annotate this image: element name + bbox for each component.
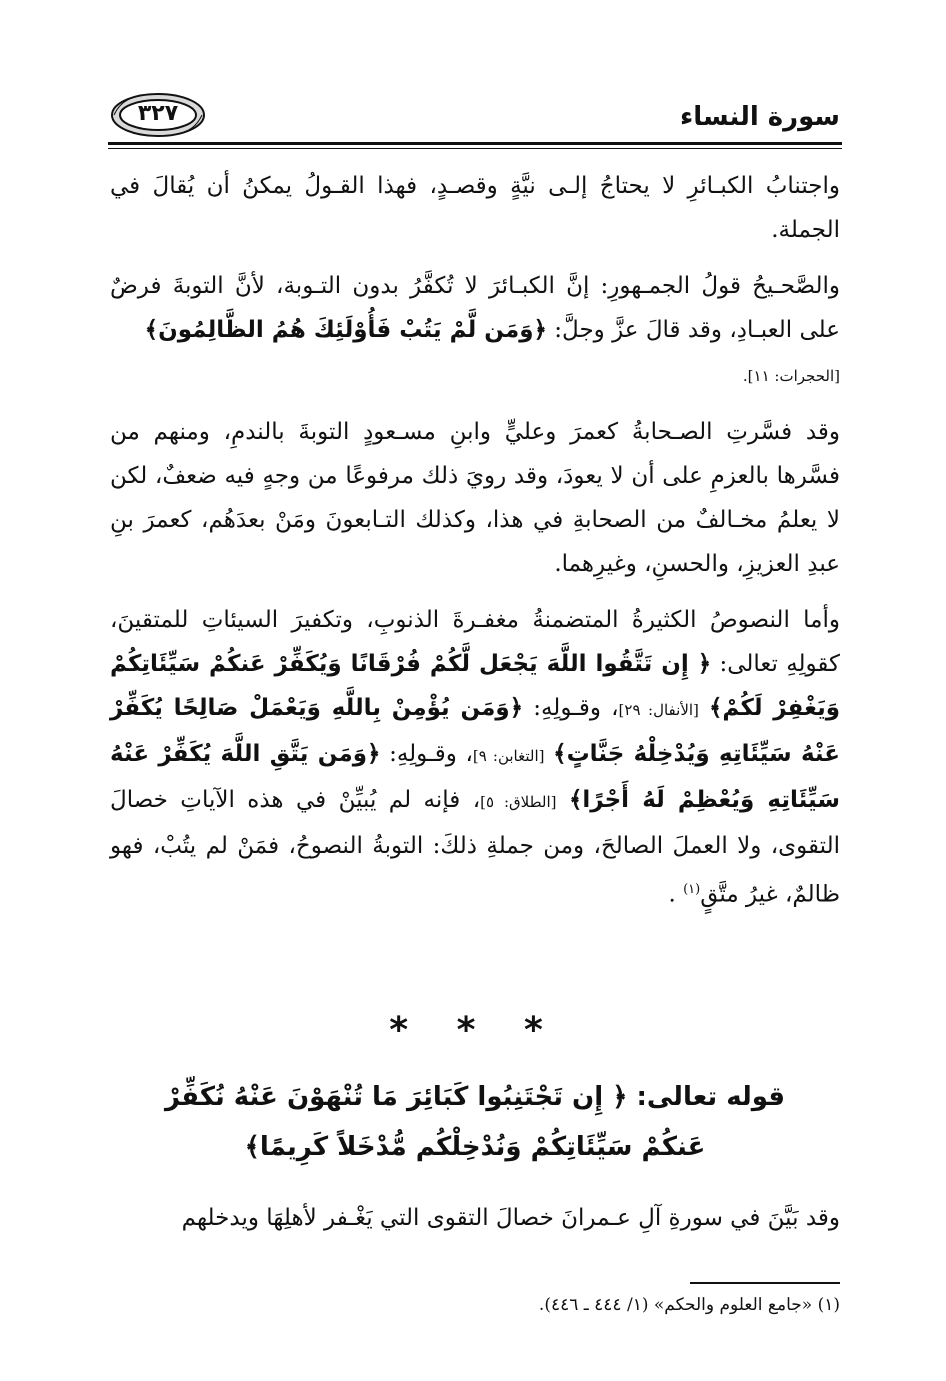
paragraph-text: ، فإنه لم يُبيِّنْ في هذه الآياتِ خصالَ التقوى، ولا العملَ الصالحَ، ومن جملةِ ذلكَ: التوبةُ النصوحُ، فمَنْ لم يتُبْ، فهو ظالمٌ، غيرُ متَّقٍ: [110, 787, 840, 908]
verse-reference: [الطلاق: ٥]: [480, 793, 557, 811]
header-rule-thin: [108, 148, 842, 149]
body-text: [110, 164, 840, 917]
paragraph-5: وقد بَيَّنَ في سورةِ آلِ عـمرانَ خصالَ التقوى التي يَغْـفر لأهلِهَا ويدخلهم: [181, 1205, 840, 1231]
surah-title: سورة النساء: [679, 102, 840, 132]
verse-reference: [التغابن: ٩]: [472, 747, 545, 765]
paragraph-text: .: [668, 881, 684, 908]
header-rule-thick: [108, 142, 842, 145]
footnote: (١) «جامع العلوم والحكم» (١/ ٤٤٤ ـ ٤٤٦).: [538, 1295, 840, 1315]
paragraph-text: وأما النصوصُ الكثيرةُ المتضمنةُ مغفـرةَ الذنوبِ، وتكفيرَ السيئاتِ للمتقينَ، كقولِهِ تعالى:: [110, 607, 840, 677]
verse-reference: [الحجرات: ١١].: [742, 367, 840, 385]
paragraph-text: ، وقـولِهِ:: [523, 695, 619, 721]
quran-verse: ﴿وَمَن لَّمْ يَتُبْ فَأُوْلَئِكَ هُمُ الظَّالِمُونَ﴾: [144, 317, 547, 343]
paragraph-3: [110, 410, 840, 586]
quran-verse: ﴿ إِن تَتَّقُوا اللَّهَ يَجْعَل لَّكُمْ فُرْقَانًا وَيُكَفِّرْ عَنكُمْ سَيِّئَاتِكُمْ وَيَغْفِرْ لَكُمْ﴾: [110, 651, 841, 721]
footnote-rule: [690, 1282, 840, 1284]
paragraph-text: ، وقـولِهِ:: [380, 741, 473, 767]
paragraph-text: واجتنابُ الكبـائرِ لا يحتاجُ إلـى نيَّةٍ وقصـدٍ، فهذا القـولُ يمكنُ أن يُقالَ في الجملة.: [110, 173, 840, 243]
heading-line-2: عَنكُمْ سَيِّئَاتِكُمْ وَنُدْخِلْكُم مُّدْخَلاً كَرِيمًا﴾: [244, 1132, 706, 1162]
paragraph-4: [110, 598, 840, 917]
paragraph-text: والصَّحـيحُ قولُ الجمـهورِ: إنَّ الكبـائرَ لا تُكفَّرُ بدون التـوبة، لأنَّ التوبةَ فرضٌ على العبـادِ، وقد قالَ عزَّ وجلَّ:: [110, 273, 840, 343]
page-header: [110, 92, 840, 142]
quran-verse: ﴿وَمَن يَتَّقِ اللَّهَ يُكَفِّرْ عَنْهُ سَيِّئَاتِهِ وَيُعْظِمْ لَهُ أَجْرًا﴾: [110, 741, 840, 813]
verse-reference: [الأنفال: ٢٩]: [618, 701, 699, 719]
verse-heading: [110, 1072, 840, 1172]
paragraph-1: [110, 164, 840, 252]
page-number-badge: [110, 92, 206, 138]
quran-verse: ﴿وَمَن يُؤْمِنْ بِاللَّهِ وَيَعْمَلْ صَالِحًا يُكَفِّرْ عَنْهُ سَيِّئَاتِهِ وَيُدْخِلْهُ جَنَّاتٍ﴾: [110, 695, 840, 767]
section-separator: * * *: [389, 1010, 561, 1051]
heading-line-1: قوله تعالى: ﴿ إِن تَجْتَنِبُوا كَبَائِرَ مَا تُنْهَوْنَ عَنْهُ نُكَفِّرْ: [164, 1082, 786, 1112]
paragraph-text: وقد فسَّرتِ الصـحابةُ كعمرَ وعليٍّ وابنِ مسـعودٍ التوبةَ بالندمِ، ومنهم من فسَّرها بالعزمِ على أن لا يعودَ، وقد رويَ ذلك مرفوعًا من وجهٍ فيه ضعفٌ، لكن لا يعلمُ مخـالفٌ من الصحابةِ في هذا، وكذلك التـابعونَ ومَنْ بعدَهُم، كعمرَ بنِ عبدِ العزيزِ، والحسنِ، وغيرِهما.: [110, 419, 840, 577]
page-number: ٣٢٧: [137, 101, 179, 126]
footnote-marker[interactable]: (١): [683, 882, 701, 897]
paragraph-2: [110, 264, 840, 398]
